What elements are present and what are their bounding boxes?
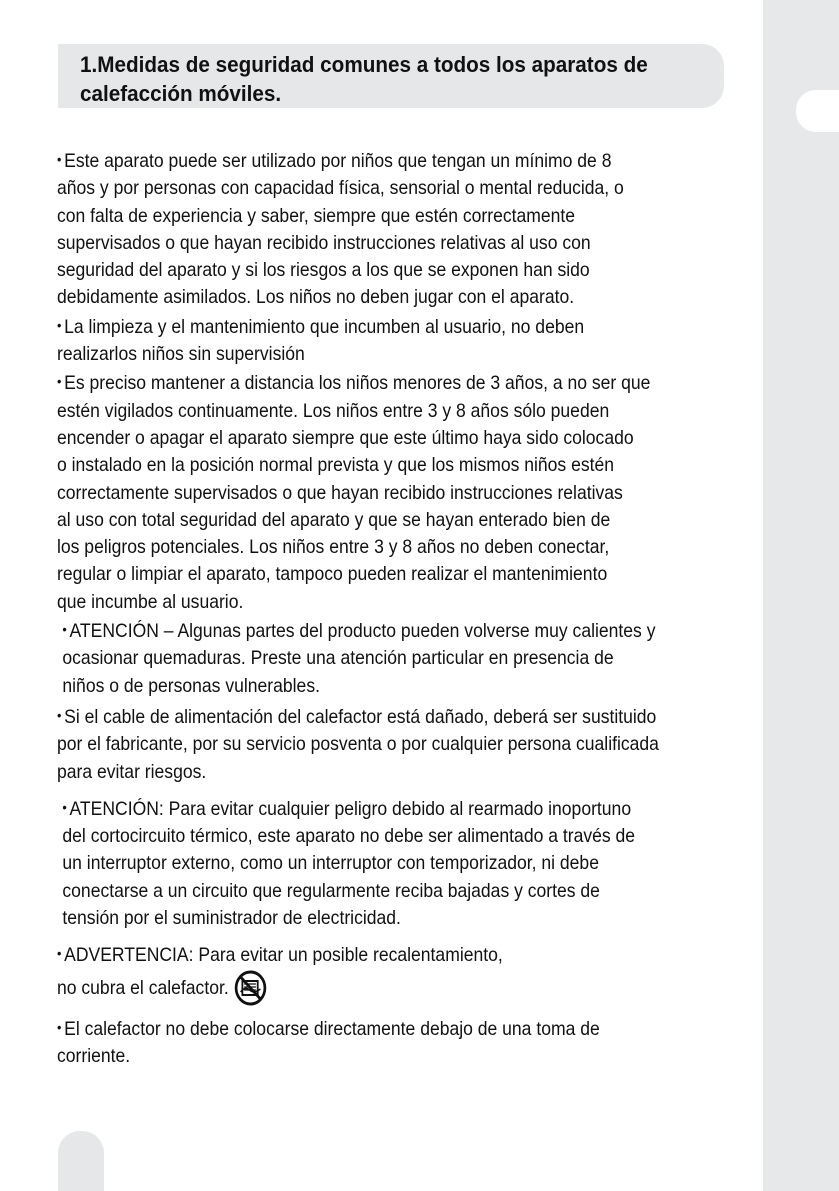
paragraph-children-supervision: • Este aparato puede ser utilizado por niños que tengan un mínimo de 8 años y por personas con capacidad física, sensorial o mental reducida, o con falta de experiencia y saber, siempre que estén correctamente supervisados o que hayan recibido instrucciones relativas al uso con seguridad del aparato y si los riesgos a los que se exponen han sido debidamente asimilados. Los niños no deben jugar con el aparato.: [57, 150, 624, 309]
section-heading: 1.Medidas de seguridad comunes a todos los aparatos de calefacción móviles.: [80, 52, 648, 106]
bullet-icon: •: [57, 945, 62, 962]
paragraph-power-cable: • Si el cable de alimentación del calefactor está dañado, deberá ser sustituido por el fabricante, por su servicio posventa o por cualquier persona cualificada para evitar riesgos.: [57, 705, 659, 783]
bullet-icon: •: [57, 151, 62, 167]
side-tab: [796, 90, 839, 132]
paragraph-hot-parts-warning: • ATENCIÓN – Algunas partes del producto pueden volverse muy calientes y ocasionar quemaduras. Preste una atención particular en presencia de niños o de personas vulnerables.: [62, 620, 656, 697]
section-heading-box: [58, 44, 724, 108]
bullet-icon: •: [57, 316, 62, 333]
bullet-icon: •: [62, 798, 67, 815]
page-number-tab: [58, 1131, 104, 1191]
bullet-icon: •: [62, 621, 67, 638]
bullet-icon: •: [57, 1018, 62, 1035]
paragraph-outlet-placement: • El calefactor no debe colocarse directamente debajo de una toma de corriente.: [57, 1017, 600, 1067]
bullet-icon: •: [57, 373, 62, 390]
no-cover-heater-icon: [234, 970, 266, 1006]
paragraph-overheating-warning: • ADVERTENCIA: Para evitar un posible recalentamiento, no cubra el calefactor.: [57, 940, 725, 1005]
paragraph-thermal-cutout-warning: • ATENCIÓN: Para evitar cualquier peligro debido al rearmado inoportuno del cortocircuito térmico, este aparato no debe ser alimentado a través de un interruptor externo, como un interruptor con temporizador, ni debe conectarse a un circuito que regularmente reciba bajadas y cortes de tensión por el suministrador de electricidad.: [62, 797, 636, 930]
paragraph-children-distance: • Es preciso mantener a distancia los niños menores de 3 años, a no ser que estén vigilados continuamente. Los niños entre 3 y 8 años sólo pueden encender o apagar el aparato siempre que este último haya sido colocado o instalado en la posición normal prevista y que los mismos niños estén correctamente supervisados o que hayan recibido instrucciones relativas al uso con total seguridad del aparato y que se hayan enterado bien de los peligros potenciales. Los niños entre 3 y 8 años no deben conectar, regular o limpiar el aparato, tampoco pueden realizar el mantenimiento que incumbe al usuario.: [57, 372, 651, 613]
paragraph-cleaning: • La limpieza y el mantenimiento que incumben al usuario, no deben realizarlos niños sin supervisión: [57, 315, 585, 366]
bullet-icon: •: [57, 706, 62, 723]
safety-instructions: [57, 146, 799, 1070]
